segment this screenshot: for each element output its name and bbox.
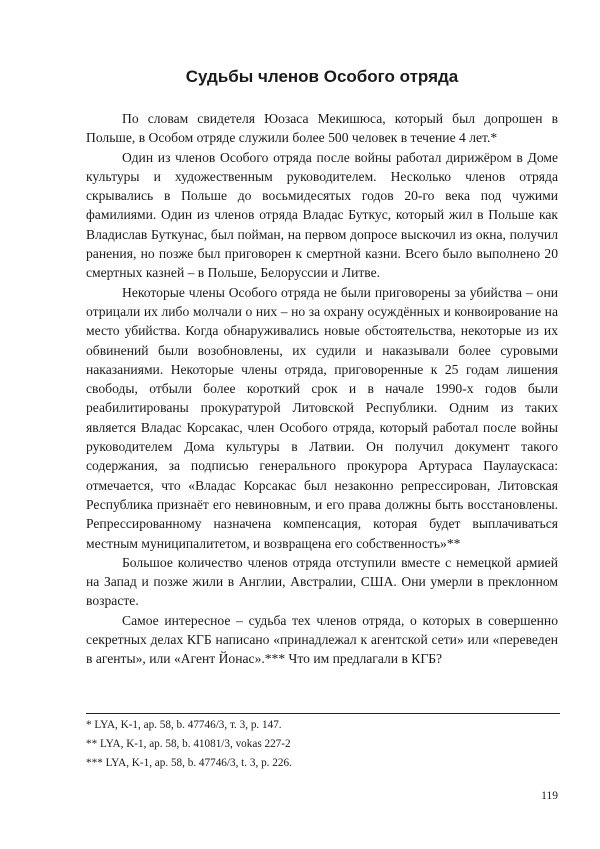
body-text xyxy=(86,109,558,669)
page-number: 119 xyxy=(541,790,558,802)
paragraph-1: По словам свидетеля Юозаса Мекишюса, который был допрошен в Польше, в Особом отряде служили более 500 человек в течение 4 лет.* xyxy=(86,111,558,146)
paragraph-5: Самое интересное – судьба тех членов отряда, о которых в совершенно секретных делах КГБ написано «принадлежал к агентской сети» или «переведен в агенты», или «Агент Йонас».*** Что им предлагали в КГБ? xyxy=(86,612,558,667)
footnote-3: *** LYA, K-1, ap. 58, b. 47746/3, t. 3, p. 226. xyxy=(86,757,292,769)
paragraph-2: Один из членов Особого отряда после войны работал дирижёром в Доме культуры и художественным руководителем. Несколько членов отряда скрывались в Польше до восьмидесятых годов 20-го века под чужими фамилиями. Один из членов отряда Владас Буткус, который жил в Польше как Владислав Буткунас, был пойман, на первом допросе выскочил из окна, получил ранения, но позже был приговорен к смертной казни. Всего было выполнено 20 смертных казней – в Польше, Белоруссии и Литве. xyxy=(86,149,558,281)
paragraph-4: Большое количество членов отряда отступили вместе с немецкой армией на Запад и позже жили в Англии, Австралии, США. Они умерли в преклонном возрасте. xyxy=(86,554,558,609)
footnotes xyxy=(86,716,560,773)
footnote-divider xyxy=(86,713,560,714)
page-title: Судьбы членов Особого отряда xyxy=(185,67,459,86)
footnote-1: * LYA, K-1, ap. 58, b. 47746/3, т. 3, p. 147. xyxy=(86,719,282,731)
paragraph-3: Некоторые члены Особого отряда не были приговорены за убийства – они отрицали их либо молчали о них – но за охрану осуждённых и конвоирование на место убийства. Когда обнаруживались новые обстоятельства, некоторые из их обвинений были возобновлены, их судили и наказывали более суровыми наказаниями. Некоторые члены отряда, приговоренные к 25 годам лишения свободы, отбыли более короткий срок и в начале 1990-х годов были реабилитированы прокуратурой Литовской Республики. Одним из таких является Владас Корсакас, член Особого отряда, который работал после войны руководителем Дома культуры в Латвии. Он получил документ такого содержания, за подписью генерального прокурора Артураса Паулаускаса: отмечается, что «Владас Корсакас был незаконно репрессирован, Литовская Республика признаёт его невиновным, и его права должны быть восстановлены. Репрессированному назначена компенсация, которая будет выплачиваться местным муниципалитетом, и возвращена его собственность»** xyxy=(86,284,558,551)
footnote-2: ** LYA, K-1, ap. 58, b. 41081/3, vokas 227-2 xyxy=(86,738,291,750)
